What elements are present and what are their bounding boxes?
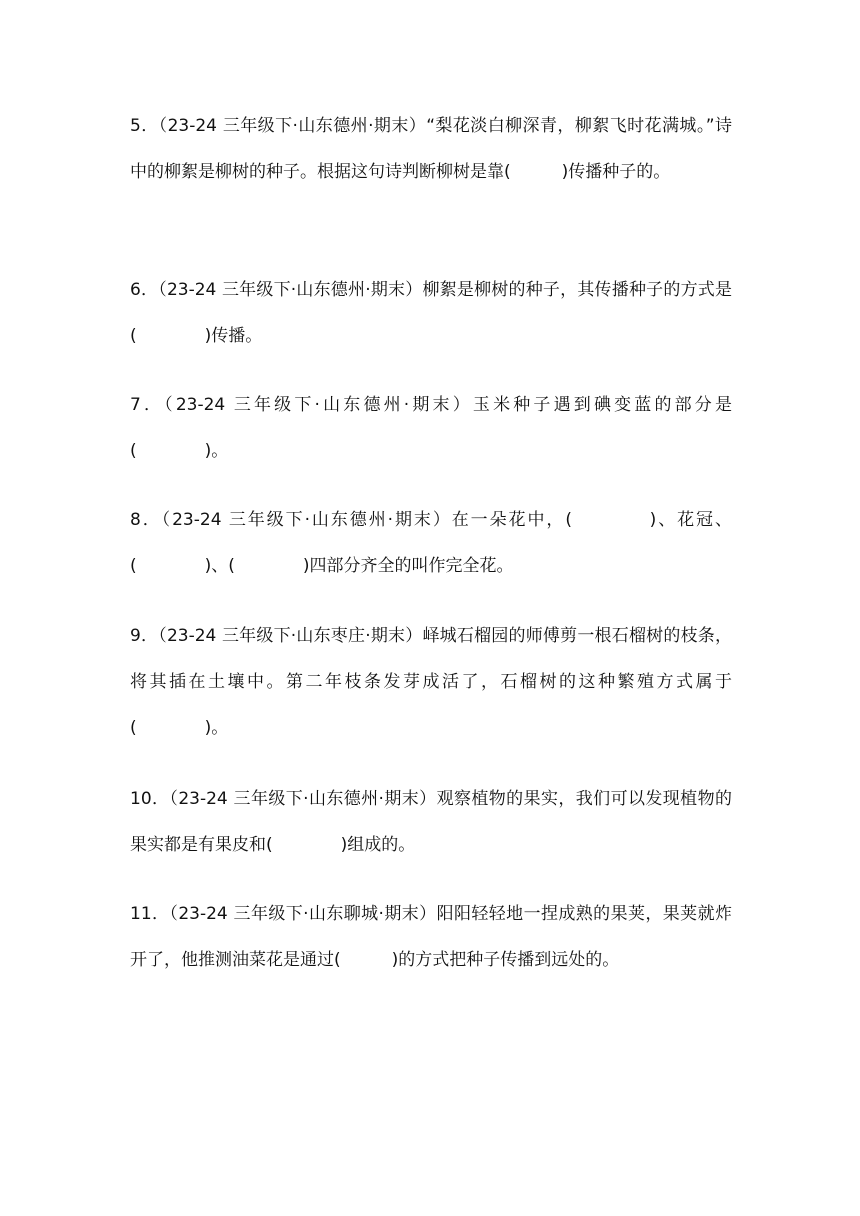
question-10: 10．（23-24 三年级下·山东德州·期末）观察植物的果实，我们可以发现植物的果实都是有果皮和( )组成的。 [130, 789, 732, 855]
question-7: 7．（23-24 三年级下·山东德州·期末）玉米种子遇到碘变蓝的部分是( )。 [130, 395, 732, 461]
question-11: 11．（23-24 三年级下·山东聊城·期末）阳阳轻轻地一捏成熟的果荚，果荚就炸开了，他推测油菜花是通过( )的方式把种子传播到远处的。 [130, 904, 732, 970]
question-9: 9．（23-24 三年级下·山东枣庄·期末）峄城石榴园的师傅剪一根石榴树的枝条，将其插在土壤中。第二年枝条发芽成活了，石榴树的这种繁殖方式属于( )。 [130, 626, 732, 738]
question-6: 6．（23-24 三年级下·山东德州·期末）柳絮是柳树的种子，其传播种子的方式是( )传播。 [130, 280, 732, 346]
question-5: 5．（23-24 三年级下·山东德州·期末）“梨花淡白柳深青，柳絮飞时花满城。”诗中的柳絮是柳树的种子。根据这句诗判断柳树是靠( )传播种子的。 [130, 116, 732, 182]
question-8: 8．（23-24 三年级下·山东德州·期末）在一朵花中，( )、花冠、( )、( )四部分齐全的叫作完全花。 [130, 510, 732, 576]
